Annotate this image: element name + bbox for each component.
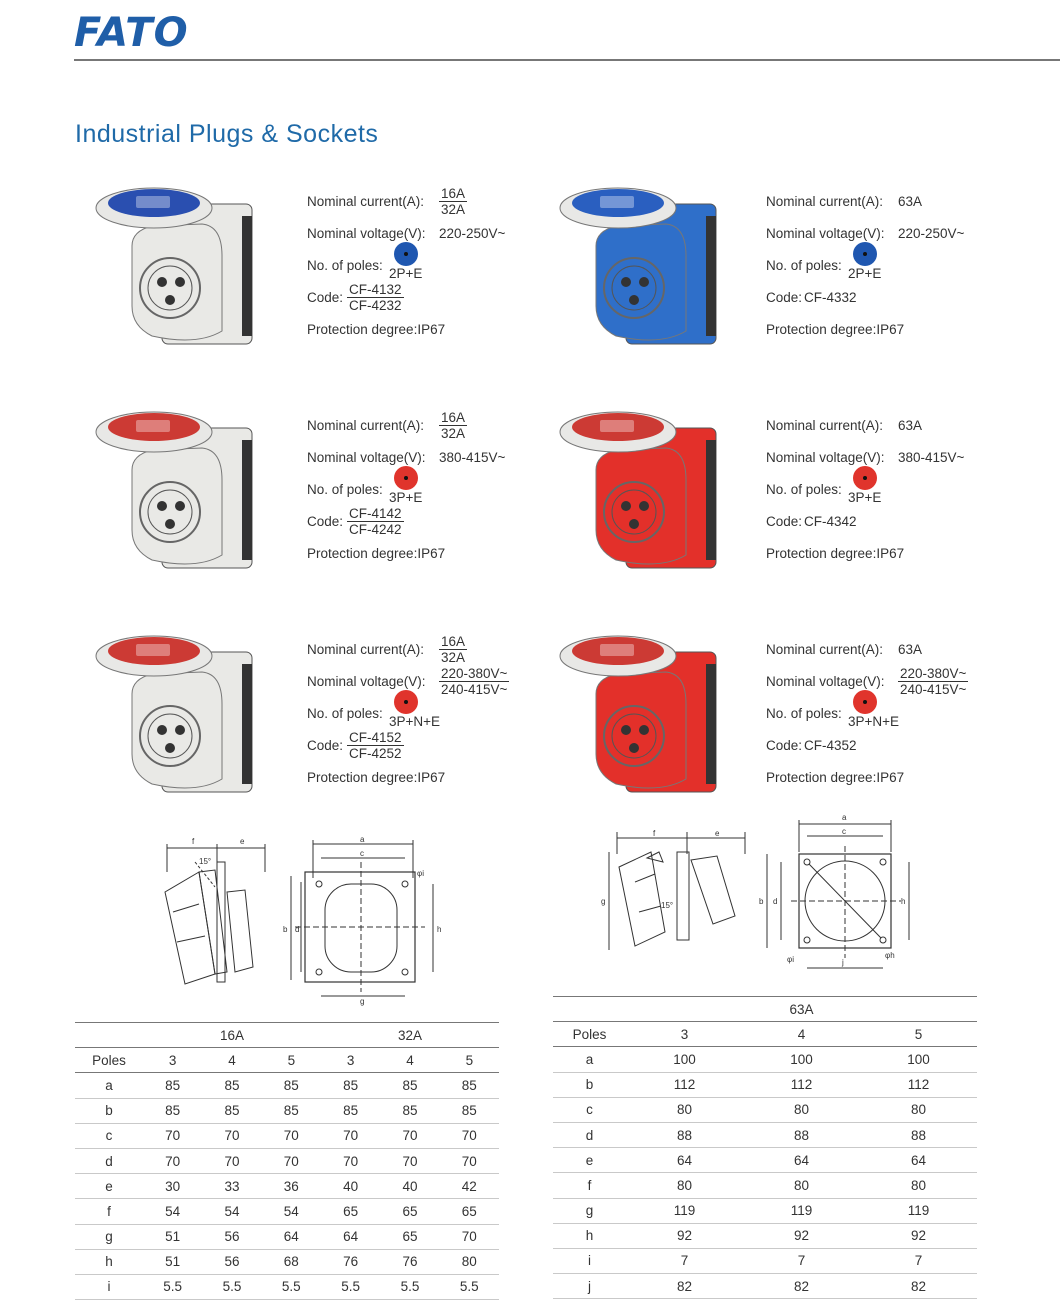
dimension-value: 85	[202, 1073, 261, 1098]
code-value-top: CF-4132	[349, 282, 402, 297]
table-row	[553, 1248, 977, 1273]
dimension-value: 65	[380, 1224, 439, 1249]
dimension-value: 85	[143, 1073, 202, 1098]
dimension-table-16a-32a	[75, 1022, 499, 1300]
dimension-value: 92	[626, 1223, 743, 1248]
dimension-label: e	[75, 1174, 143, 1199]
code-value	[804, 738, 857, 753]
protection-degree: Protection degree:IP67	[307, 546, 446, 561]
poles-header: Poles	[75, 1048, 143, 1073]
poles-label: No. of poles:	[307, 482, 383, 497]
table-row	[75, 1274, 499, 1299]
svg-text:φh: φh	[885, 951, 895, 960]
nominal-current-value-top: 16A	[441, 634, 466, 649]
code-value	[347, 282, 404, 313]
svg-text:c: c	[842, 827, 846, 836]
spec-block	[766, 634, 1006, 794]
spec-block	[307, 634, 547, 794]
table-row	[553, 1097, 977, 1122]
dimension-value: 76	[321, 1249, 380, 1274]
dimension-value: 64	[626, 1148, 743, 1173]
dimension-value: 100	[743, 1047, 860, 1072]
dimension-value: 70	[380, 1148, 439, 1173]
dimension-value: 119	[626, 1198, 743, 1223]
dimension-value: 85	[321, 1098, 380, 1123]
dimension-value: 88	[743, 1122, 860, 1147]
dimension-value: 80	[743, 1097, 860, 1122]
code-value-top: CF-4142	[349, 506, 402, 521]
dimension-value: 85	[440, 1098, 499, 1123]
dimension-label: f	[553, 1173, 626, 1198]
nominal-current-value	[439, 634, 467, 665]
nominal-voltage-value-single: 380-415V~	[898, 450, 965, 465]
svg-text:d: d	[773, 897, 778, 906]
dimension-label: b	[75, 1098, 143, 1123]
dimension-label: i	[553, 1248, 626, 1273]
svg-text:g: g	[360, 997, 365, 1006]
table-row	[553, 1173, 977, 1198]
poles-header-row	[75, 1048, 499, 1073]
dimension-value: 80	[626, 1097, 743, 1122]
nominal-current-value	[898, 194, 922, 209]
pole-count-cell: 5	[262, 1048, 321, 1073]
table-row	[75, 1073, 499, 1098]
nominal-voltage-value	[439, 226, 505, 241]
socket-photo	[92, 410, 262, 575]
table-row	[75, 1174, 499, 1199]
dimension-value: 56	[202, 1249, 261, 1274]
dimension-label: h	[75, 1249, 143, 1274]
dimension-label: e	[553, 1148, 626, 1173]
nominal-current-value-top: 16A	[441, 186, 466, 201]
table-row	[553, 1072, 977, 1097]
dimension-label: b	[553, 1072, 626, 1097]
dimension-value: 92	[860, 1223, 977, 1248]
group-header-row	[553, 997, 977, 1022]
code-value-single: CF-4352	[804, 738, 857, 753]
nominal-voltage-value-bottom: 240-415V~	[441, 682, 508, 697]
dimension-value: 112	[743, 1072, 860, 1097]
nominal-current-value-bottom: 32A	[441, 202, 466, 217]
code-value	[347, 506, 404, 537]
dimension-value: 100	[626, 1047, 743, 1072]
dimension-value: 70	[143, 1148, 202, 1173]
protection-degree: Protection degree:IP67	[307, 322, 446, 337]
dimension-value: 70	[440, 1224, 499, 1249]
nominal-voltage-value-single: 220-250V~	[439, 226, 506, 241]
table-row	[75, 1148, 499, 1173]
table-row	[75, 1224, 499, 1249]
dimension-value: 112	[860, 1072, 977, 1097]
code-value-top: CF-4152	[349, 730, 402, 745]
dimension-value: 70	[321, 1123, 380, 1148]
dimension-value: 80	[743, 1173, 860, 1198]
dimension-value: 65	[321, 1199, 380, 1224]
spec-block	[766, 186, 1006, 346]
poles-value: 2P+E	[848, 266, 882, 281]
table-row	[553, 1122, 977, 1147]
pole-configuration-icon	[394, 690, 418, 714]
pole-configuration-icon	[853, 242, 877, 266]
pole-count-cell: 4	[380, 1048, 439, 1073]
dimension-value: 40	[380, 1174, 439, 1199]
nominal-voltage-label: Nominal voltage(V):	[307, 674, 426, 689]
dimension-value: 119	[860, 1198, 977, 1223]
dimension-value: 70	[380, 1123, 439, 1148]
dimension-label: d	[553, 1122, 626, 1147]
svg-text:e: e	[240, 837, 245, 846]
dimension-value: 64	[743, 1148, 860, 1173]
poles-value: 3P+E	[389, 490, 423, 505]
nominal-current-value-single: 63A	[898, 194, 923, 209]
nominal-voltage-value-bottom: 240-415V~	[900, 682, 967, 697]
dimension-value: 7	[626, 1248, 743, 1273]
dimension-label: d	[75, 1148, 143, 1173]
dimension-value: 92	[743, 1223, 860, 1248]
svg-text:φi: φi	[787, 955, 794, 964]
corner-cell	[553, 997, 626, 1022]
dimension-value: 70	[262, 1123, 321, 1148]
svg-text:j: j	[842, 958, 844, 967]
dimension-value: 30	[143, 1174, 202, 1199]
nominal-current-label: Nominal current(A):	[766, 642, 884, 657]
poles-label: No. of poles:	[766, 482, 842, 497]
dimension-label: c	[553, 1097, 626, 1122]
code-value-bottom: CF-4252	[349, 746, 402, 761]
code-value	[804, 514, 857, 529]
pole-configuration-icon	[853, 466, 877, 490]
socket-photo	[92, 634, 262, 799]
dimension-label: a	[553, 1047, 626, 1072]
socket-photo	[556, 410, 726, 575]
current-group-header: 16A	[143, 1023, 321, 1048]
table-row	[553, 1198, 977, 1223]
svg-text:b: b	[283, 925, 288, 934]
dimension-value: 85	[440, 1073, 499, 1098]
svg-text:g: g	[601, 897, 606, 906]
spec-block	[307, 410, 547, 570]
socket-photo	[556, 186, 726, 351]
poles-label: No. of poles:	[766, 706, 842, 721]
svg-text:b: b	[759, 897, 764, 906]
pole-count-cell: 3	[321, 1048, 380, 1073]
dimension-value: 80	[440, 1249, 499, 1274]
dimension-label: j	[553, 1274, 626, 1299]
dimension-value: 80	[860, 1097, 977, 1122]
dimension-value: 82	[626, 1274, 743, 1299]
svg-text:c: c	[360, 849, 364, 858]
svg-text:f: f	[653, 829, 656, 838]
nominal-voltage-label: Nominal voltage(V):	[766, 674, 885, 689]
dimension-value: 64	[321, 1224, 380, 1249]
dimension-value: 85	[262, 1098, 321, 1123]
nominal-voltage-value-single: 220-250V~	[898, 226, 965, 241]
dimension-value: 119	[743, 1198, 860, 1223]
dimension-value: 5.5	[380, 1274, 439, 1299]
current-group-header: 32A	[321, 1023, 499, 1048]
nominal-current-value-top: 16A	[441, 410, 466, 425]
svg-text:φi: φi	[417, 869, 424, 878]
poles-label: No. of poles:	[307, 258, 383, 273]
poles-label: No. of poles:	[766, 258, 842, 273]
pole-count-cell: 5	[440, 1048, 499, 1073]
dimension-drawing-16a-32a	[155, 832, 455, 1007]
nominal-current-value	[439, 410, 467, 441]
poles-value: 3P+N+E	[848, 714, 900, 729]
dimension-value: 5.5	[321, 1274, 380, 1299]
pole-configuration-icon	[394, 242, 418, 266]
dimension-value: 42	[440, 1174, 499, 1199]
dimension-table-63a	[553, 996, 977, 1299]
code-label: Code:	[766, 738, 803, 753]
code-value	[804, 290, 857, 305]
nominal-current-value-single: 63A	[898, 418, 923, 433]
poles-header-row	[553, 1022, 977, 1047]
table-row	[553, 1148, 977, 1173]
dimension-value: 85	[380, 1098, 439, 1123]
dimension-value: 85	[321, 1073, 380, 1098]
nominal-voltage-label: Nominal voltage(V):	[766, 450, 885, 465]
dimension-value: 5.5	[143, 1274, 202, 1299]
code-value-single: CF-4332	[804, 290, 857, 305]
nominal-current-label: Nominal current(A):	[307, 418, 425, 433]
dimension-value: 88	[626, 1122, 743, 1147]
dimension-value: 80	[626, 1173, 743, 1198]
dimension-value: 70	[440, 1148, 499, 1173]
dimension-label: h	[553, 1223, 626, 1248]
dimension-label: f	[75, 1199, 143, 1224]
code-label: Code:	[307, 738, 344, 753]
svg-text:h: h	[901, 897, 906, 906]
dimension-drawing-63a	[595, 812, 920, 982]
nominal-voltage-value	[898, 226, 964, 241]
code-value	[347, 730, 404, 761]
svg-text:a: a	[360, 835, 365, 844]
nominal-voltage-value-top: 220-380V~	[441, 666, 508, 681]
pole-configuration-icon	[853, 690, 877, 714]
dimension-value: 68	[262, 1249, 321, 1274]
poles-value: 2P+E	[389, 266, 423, 281]
table-row	[553, 1047, 977, 1072]
dimension-value: 85	[202, 1098, 261, 1123]
protection-degree: Protection degree:IP67	[766, 770, 905, 785]
protection-degree: Protection degree:IP67	[766, 322, 905, 337]
svg-text:e: e	[715, 829, 720, 838]
dimension-label: c	[75, 1123, 143, 1148]
dimension-value: 7	[743, 1248, 860, 1273]
code-value-bottom: CF-4242	[349, 522, 402, 537]
code-value-single: CF-4342	[804, 514, 857, 529]
dimension-value: 70	[202, 1123, 261, 1148]
dimension-value: 70	[262, 1148, 321, 1173]
nominal-voltage-value	[898, 666, 968, 697]
dimension-value: 54	[202, 1199, 261, 1224]
nominal-current-value-bottom: 32A	[441, 426, 466, 441]
code-label: Code:	[766, 290, 803, 305]
dimension-value: 88	[860, 1122, 977, 1147]
table-row	[75, 1249, 499, 1274]
dimension-value: 82	[743, 1274, 860, 1299]
nominal-voltage-value-top: 220-380V~	[900, 666, 967, 681]
code-label: Code:	[307, 514, 344, 529]
table-row	[75, 1123, 499, 1148]
dimension-value: 85	[380, 1073, 439, 1098]
nominal-current-label: Nominal current(A):	[307, 194, 425, 209]
svg-text:15°: 15°	[199, 857, 212, 866]
spec-block	[307, 186, 547, 346]
dimension-value: 82	[860, 1274, 977, 1299]
dimension-value: 70	[202, 1148, 261, 1173]
nominal-voltage-value	[439, 450, 505, 465]
dimension-value: 54	[262, 1199, 321, 1224]
dimension-value: 5.5	[262, 1274, 321, 1299]
nominal-current-value-single: 63A	[898, 642, 923, 657]
dimension-value: 5.5	[440, 1274, 499, 1299]
dimension-value: 85	[262, 1073, 321, 1098]
dimension-value: 40	[321, 1174, 380, 1199]
dimension-value: 112	[626, 1072, 743, 1097]
nominal-voltage-label: Nominal voltage(V):	[307, 226, 426, 241]
dimension-label: a	[75, 1073, 143, 1098]
nominal-current-label: Nominal current(A):	[307, 642, 425, 657]
current-group-header: 63A	[626, 997, 977, 1022]
nominal-current-value-bottom: 32A	[441, 650, 466, 665]
dimension-value: 5.5	[202, 1274, 261, 1299]
table-row	[553, 1223, 977, 1248]
dimension-value: 56	[202, 1224, 261, 1249]
nominal-current-label: Nominal current(A):	[766, 418, 884, 433]
dimension-value: 80	[860, 1173, 977, 1198]
pole-count-cell: 3	[143, 1048, 202, 1073]
nominal-voltage-label: Nominal voltage(V):	[307, 450, 426, 465]
nominal-current-value	[898, 418, 922, 433]
poles-value: 3P+E	[848, 490, 882, 505]
nominal-current-value	[898, 642, 922, 657]
dimension-value: 76	[380, 1249, 439, 1274]
dimension-value: 33	[202, 1174, 261, 1199]
nominal-current-value	[439, 186, 467, 217]
dimension-value: 100	[860, 1047, 977, 1072]
dimension-value: 65	[440, 1199, 499, 1224]
dimension-value: 51	[143, 1224, 202, 1249]
poles-label: No. of poles:	[307, 706, 383, 721]
pole-count-cell: 4	[743, 1022, 860, 1047]
dimension-value: 36	[262, 1174, 321, 1199]
protection-degree: Protection degree:IP67	[307, 770, 446, 785]
table-row	[75, 1199, 499, 1224]
svg-text:a: a	[842, 813, 847, 822]
group-header-row	[75, 1023, 499, 1048]
pole-count-cell: 5	[860, 1022, 977, 1047]
nominal-voltage-value-single: 380-415V~	[439, 450, 506, 465]
poles-value: 3P+N+E	[389, 714, 441, 729]
dimension-value: 85	[143, 1098, 202, 1123]
svg-text:h: h	[437, 925, 442, 934]
dimension-value: 64	[262, 1224, 321, 1249]
svg-text:f: f	[192, 837, 195, 846]
dimension-label: g	[553, 1198, 626, 1223]
nominal-current-label: Nominal current(A):	[766, 194, 884, 209]
fato-logo: FATO	[74, 10, 189, 56]
dimension-value: 70	[321, 1148, 380, 1173]
dimension-value: 65	[380, 1199, 439, 1224]
dimension-label: g	[75, 1224, 143, 1249]
code-label: Code:	[307, 290, 344, 305]
nominal-voltage-label: Nominal voltage(V):	[766, 226, 885, 241]
code-value-bottom: CF-4232	[349, 298, 402, 313]
code-label: Code:	[766, 514, 803, 529]
pole-count-cell: 4	[202, 1048, 261, 1073]
nominal-voltage-value	[439, 666, 509, 697]
dimension-value: 51	[143, 1249, 202, 1274]
header-divider	[74, 59, 1060, 61]
dimension-value: 70	[440, 1123, 499, 1148]
corner-cell	[75, 1023, 143, 1048]
table-row	[553, 1274, 977, 1299]
spec-block	[766, 410, 1006, 570]
poles-header: Poles	[553, 1022, 626, 1047]
protection-degree: Protection degree:IP67	[766, 546, 905, 561]
pole-count-cell: 3	[626, 1022, 743, 1047]
table-row	[75, 1098, 499, 1123]
dimension-label: i	[75, 1274, 143, 1299]
dimension-value: 70	[143, 1123, 202, 1148]
socket-photo	[556, 634, 726, 799]
pole-configuration-icon	[394, 466, 418, 490]
dimension-value: 64	[860, 1148, 977, 1173]
dimension-value: 54	[143, 1199, 202, 1224]
svg-text:d: d	[295, 925, 300, 934]
dimension-value: 7	[860, 1248, 977, 1273]
svg-text:15°: 15°	[661, 901, 674, 910]
page-title: Industrial Plugs & Sockets	[75, 120, 379, 148]
nominal-voltage-value	[898, 450, 964, 465]
socket-photo	[92, 186, 262, 351]
